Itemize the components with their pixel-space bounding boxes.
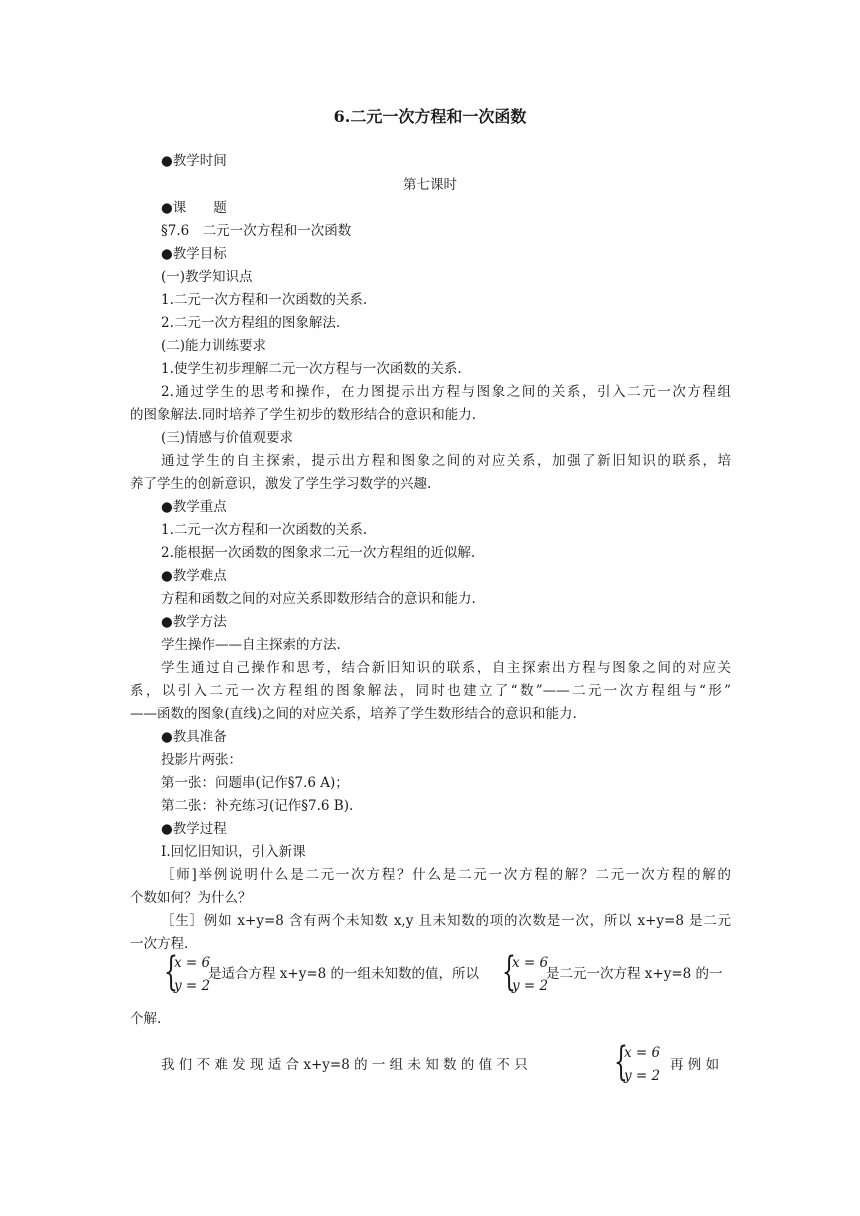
equation-system [164,950,214,998]
brace-symbol: { [502,949,516,995]
text-line: ●教学难点 [161,568,227,584]
text-line: ——函数的图象(直线)之间的对应关系，培养了学生数形结合的意识和能力. [130,706,577,722]
text-line: (三)情感与价值观要求 [161,430,294,446]
lesson-number: 第七课时 [403,177,457,193]
text-line: 1.二元一次方程和一次函数的关系. [161,522,368,538]
text-line: 个解. [130,1011,162,1027]
text-line: 养了学生的创新意识，激发了学生学习数学的兴趣. [130,476,432,492]
page-title: 6.二元一次方程和一次函数 [333,107,527,126]
text-line: 我 们 不 难 发 现 适 合 x+y=8 的 一 组 未 知 数 的 值 不 只 [161,1057,528,1073]
text-line: §7.6 二元一次方程和一次函数 [161,223,352,239]
equation-y: y = 2 [174,978,211,994]
text-line: 2.通过学生的思考和操作，在力图提示出方程与图象之间的关系，引入二元一次方程组 [161,384,731,400]
text-line: 学生操作——自主探索的方法. [161,637,341,653]
text-line: 方程和函数之间的对应关系即数形结合的意识和能力. [161,591,476,607]
text-line: 是二元一次方程 x+y=8 的一 [546,966,723,982]
text-line: ●教具准备 [161,729,227,745]
text-line: ［师]举例说明什么是二元一次方程？什么是二元一次方程的解？二元一次方程的解的 [161,867,731,883]
text-line: 系，以引入二元一次方程组的图象解法，同时也建立了“数”——二元一次方程组与“形” [130,683,731,699]
text-line: 第二张：补充练习(记作§7.6 B). [161,798,354,814]
text-line: (一)教学知识点 [161,269,253,285]
text-line: 再 例 如 [670,1057,720,1073]
text-line: ●教学重点 [161,499,227,515]
text-line: 一次方程. [130,936,189,952]
text-line: 2.二元一次方程组的图象解法. [161,315,341,331]
text-line: ●教学过程 [161,821,227,837]
text-line: 的图象解法.同时培养了学生初步的数形结合的意识和能力. [130,407,477,423]
equation-y: y = 2 [624,1068,661,1084]
equation-system [502,950,552,998]
text-line: 2.能根据一次函数的图象求二元一次方程组的近似解. [161,545,476,561]
text-line: Ⅰ.回忆旧知识，引入新课 [161,844,306,860]
brace-symbol: { [164,949,178,995]
text-line: ●教学方法 [161,614,227,630]
text-line: ●教学目标 [161,246,227,262]
brace-symbol: { [614,1039,628,1085]
equation-x: x = 6 [174,955,211,971]
text-line: 1.使学生初步理解二元一次方程与一次函数的关系. [161,361,462,377]
text-line: ［生］例如 x+y=8 含有两个未知数 x,y 且未知数的项的次数是一次，所以 x+y=8 是二元 [161,913,731,929]
text-line: (二)能力训练要求 [161,338,267,354]
equation-x: x = 6 [624,1045,661,1061]
text-line: 通过学生的自主探索，提示出方程和图象之间的对应关系，加强了新旧知识的联系，培 [161,453,731,469]
equation-y: y = 2 [512,978,549,994]
text-line: 第一张：问题串(记作§7.6 A)； [161,775,349,791]
text-line: 投影片两张： [161,752,242,768]
equation-x: x = 6 [512,955,549,971]
text-line: 学生通过自己操作和思考，结合新旧知识的联系，自主探索出方程与图象之间的对应关 [161,660,731,676]
text-line: ●课 题 [161,200,227,216]
text-line: ●教学时间 [161,153,227,169]
text-line: 是适合方程 x+y=8 的一组未知数的值，所以 [208,966,480,982]
equation-system [614,1040,664,1088]
text-line: 个数如何？为什么？ [130,890,252,906]
text-line: 1.二元一次方程和一次函数的关系. [161,292,368,308]
